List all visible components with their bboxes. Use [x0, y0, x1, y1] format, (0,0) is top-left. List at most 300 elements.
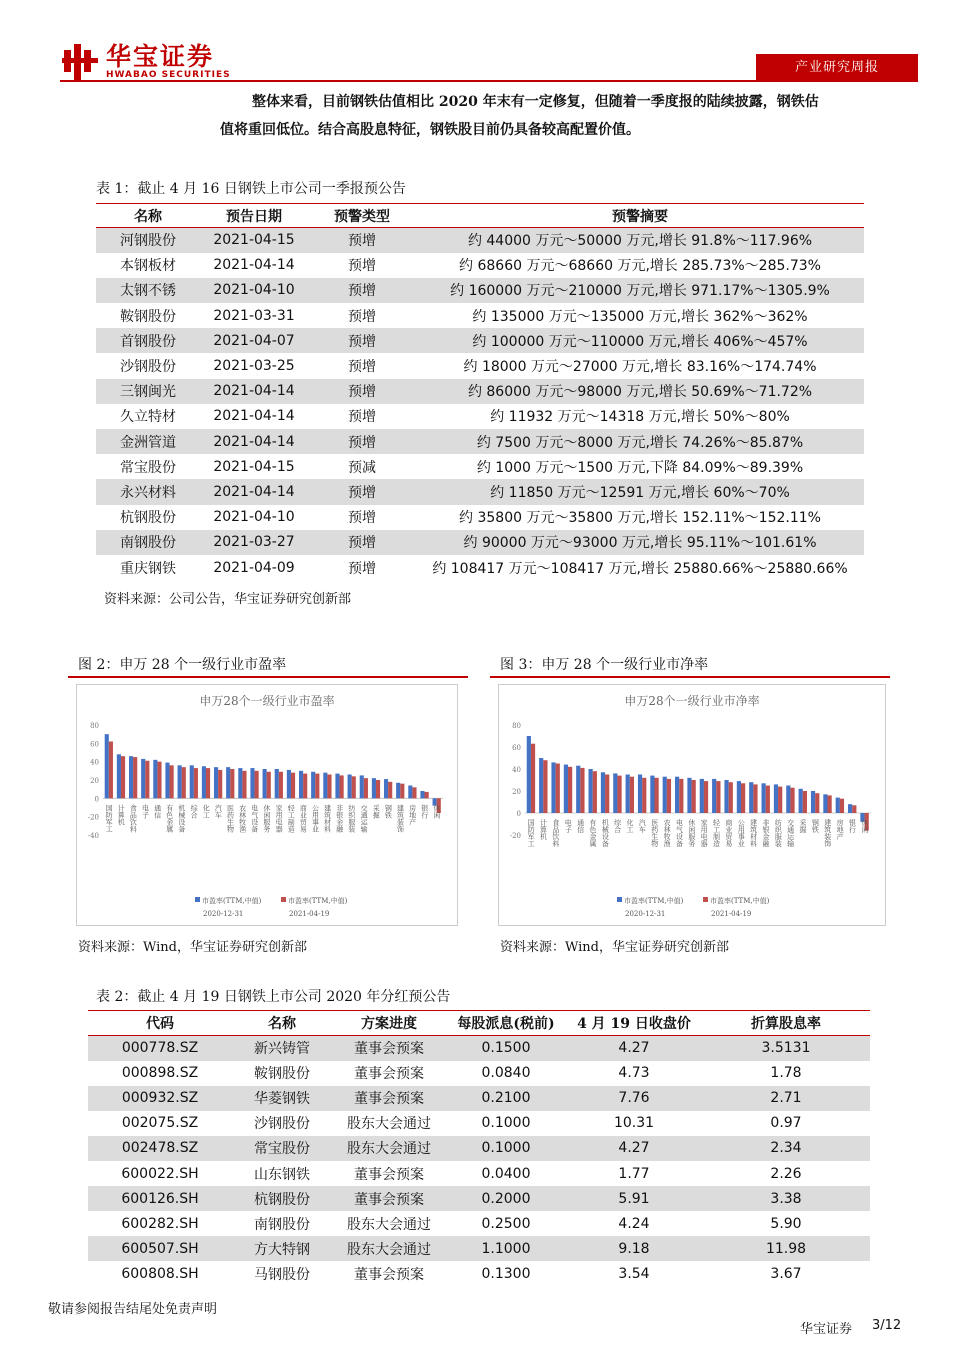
x-tick-label: 国防军工 [105, 804, 114, 833]
table-cell: 2021-04-14 [213, 257, 295, 274]
bar [267, 772, 271, 799]
table1 [96, 203, 864, 580]
table-cell: 股东大会通过 [332, 1136, 446, 1161]
table-cell: 预增 [308, 328, 416, 353]
x-tick-label: 计算机 [539, 819, 548, 840]
bar [242, 771, 246, 799]
x-tick-label: 机械设备 [601, 819, 610, 847]
bar [323, 773, 327, 799]
table-cell: 预增 [348, 560, 376, 577]
table-cell: 沙钢股份 [120, 359, 176, 376]
logo-mark-icon [62, 44, 100, 80]
intro-line-1: 整体来看，目前钢铁估值相比 2020 年末有一定修复，但随着一季度报的陆续披露，钢铁估 [252, 94, 819, 110]
table-cell: 约 160000 万元～210000 万元,增长 971.17%～1305.9% [416, 278, 864, 303]
table-row [96, 228, 864, 253]
bar [630, 777, 634, 813]
y-tick-label: 80 [90, 722, 99, 730]
bar [153, 760, 157, 799]
x-tick-label: 医药生物 [650, 819, 659, 847]
table-row [88, 1261, 870, 1286]
footer-brand: 华宝证券 [800, 1322, 853, 1337]
table-cell: 股东大会通过 [332, 1236, 446, 1261]
bar [218, 770, 222, 798]
x-tick-label: 建筑材料 [749, 819, 758, 847]
x-tick-label: 商业贸易 [299, 804, 308, 833]
bar [117, 754, 121, 798]
pb-chart-svg [499, 685, 885, 925]
table2-body [88, 1036, 870, 1287]
bar [121, 756, 125, 798]
x-tick-label: 交通运输 [360, 804, 369, 833]
bar [663, 777, 667, 813]
legend-label: 市盈率(TTM,中值) [710, 897, 770, 905]
x-tick-label: 轻工制造 [287, 804, 296, 833]
bar [589, 769, 593, 813]
bar [531, 744, 535, 813]
bar [340, 775, 344, 798]
table1-header-cell: 预告日期 [200, 204, 308, 228]
bar [803, 791, 807, 813]
header-divider [60, 80, 918, 82]
table-row [88, 1111, 870, 1136]
bar [352, 776, 356, 798]
x-tick-label: 休闲 [432, 804, 441, 819]
table-cell: 太钢不锈 [96, 278, 200, 303]
table-cell: 000898.SZ [121, 1065, 199, 1082]
table-row [96, 454, 864, 479]
bar [170, 765, 174, 798]
bar [238, 768, 242, 798]
table-cell: 0.1500 [446, 1036, 566, 1061]
logo-text-cn: 华宝证券 [106, 42, 215, 71]
bar [580, 768, 584, 813]
bar [576, 766, 580, 813]
table-cell: 0.2000 [446, 1186, 566, 1211]
bar [655, 778, 659, 813]
x-tick-label: 银行 [420, 804, 429, 819]
table-row [96, 505, 864, 530]
legend-label: 市盈率(TTM,中值) [624, 897, 684, 905]
table-cell: 0.2500 [481, 1215, 531, 1232]
bar [626, 775, 630, 814]
bar [762, 783, 766, 813]
x-tick-label: 化工 [626, 819, 635, 833]
bar [617, 776, 621, 813]
table-cell: 永兴材料 [96, 479, 200, 504]
page-number: 3/12 [872, 1318, 902, 1333]
y-tick-label: 0 [94, 795, 99, 804]
table-cell: 常宝股份 [120, 459, 176, 476]
table-cell: 董事会预案 [354, 1166, 424, 1183]
x-tick-label: 有色金属 [165, 804, 174, 833]
bar [279, 772, 283, 799]
table-cell: 5.90 [770, 1215, 802, 1232]
bar [840, 799, 844, 813]
bar [182, 767, 186, 798]
table-cell: 10.31 [613, 1115, 655, 1132]
table-row [96, 479, 864, 504]
table-cell: 4.27 [566, 1036, 702, 1061]
x-tick-label: 钢铁 [384, 804, 393, 819]
table2 [88, 1010, 870, 1286]
bar [420, 791, 424, 798]
fig2-rule [68, 676, 468, 678]
bar [364, 778, 368, 798]
table-cell: 华菱钢铁 [232, 1086, 332, 1111]
x-tick-label: 钢铁 [811, 819, 820, 833]
bar [737, 781, 741, 813]
table-cell: 0.1000 [446, 1136, 566, 1161]
table-cell: 董事会预案 [332, 1036, 446, 1061]
table-cell: 预减 [348, 459, 376, 476]
bar [778, 787, 782, 813]
table-row [96, 530, 864, 555]
x-tick-label: 通信 [576, 819, 585, 833]
table-cell: 2021-04-14 [200, 479, 308, 504]
bar [412, 787, 416, 798]
chart-title: 申万28个一级行业市盈率 [199, 694, 335, 708]
page-header [0, 0, 960, 90]
logo-text-en: HWABAO SECURITIES [106, 70, 231, 80]
table-cell: 2021-04-14 [200, 379, 308, 404]
bar [291, 773, 295, 799]
table-cell: 2021-04-15 [213, 458, 295, 475]
table-cell: 约 100000 万元～110000 万元,增长 406%～457% [416, 328, 864, 353]
bar [275, 769, 279, 798]
table-row [96, 404, 864, 429]
bar [741, 783, 745, 813]
bar [165, 763, 169, 799]
table-cell: 600126.SH [88, 1186, 232, 1211]
bar [287, 770, 291, 798]
table2-header-cell: 代码 [88, 1011, 232, 1036]
legend-swatch [617, 897, 622, 902]
bar [811, 791, 815, 813]
table-row [96, 278, 864, 303]
table-cell: 金洲管道 [96, 429, 200, 454]
table-cell: 约 86000 万元～98000 万元,增长 50.69%～71.72% [416, 379, 864, 404]
table-cell: 7.76 [566, 1086, 702, 1111]
table-cell: 董事会预案 [332, 1086, 446, 1111]
table-cell: 约 108417 万元～108417 万元,增长 25880.66%～25880.66% [432, 560, 848, 577]
table-cell: 2021-04-14 [200, 429, 308, 454]
table1-caption: 表 1：截止 4 月 16 日钢铁上市公司一季报预公告 [96, 181, 406, 197]
bar [408, 786, 412, 799]
x-tick-label: 通信 [153, 804, 162, 819]
table-row [88, 1086, 870, 1111]
x-tick-label: 轻工制造 [712, 819, 721, 847]
table-row [96, 328, 864, 353]
table-cell: 1.78 [770, 1065, 802, 1082]
company-logo [62, 44, 231, 80]
bar [828, 795, 832, 813]
table-cell: 鞍钢股份 [120, 308, 176, 325]
table-cell: 2021-04-09 [213, 559, 295, 576]
x-tick-label: 电气设备 [250, 804, 259, 833]
table-cell: 约 35800 万元～35800 万元,增长 152.11%～152.11% [459, 510, 821, 527]
table-row [96, 303, 864, 328]
x-tick-label: 非银金融 [335, 804, 344, 833]
bar [790, 788, 794, 813]
x-tick-label: 银行 [848, 819, 857, 833]
table-row [96, 555, 864, 580]
legend-swatch [195, 897, 200, 902]
x-tick-label: 休闲 [860, 819, 869, 833]
x-tick-label: 食品饮料 [551, 819, 560, 847]
bar [724, 780, 728, 813]
table2-header-cell: 每股派息(税前) [446, 1011, 566, 1036]
y-tick-label: 40 [512, 766, 521, 774]
bar [700, 779, 704, 813]
table2-header-row [88, 1011, 870, 1036]
table-row [96, 429, 864, 454]
x-tick-label: 综合 [613, 819, 622, 833]
table-cell: 2021-04-15 [200, 228, 308, 253]
table-cell: 2021-04-10 [200, 278, 308, 303]
bar [601, 772, 605, 813]
x-tick-label: 建筑装饰 [823, 819, 832, 847]
footer-disclaimer: 敬请参阅报告结尾处免责声明 [48, 1302, 218, 1317]
table-cell: 2021-03-25 [213, 358, 295, 375]
x-tick-label: 电子 [564, 819, 573, 833]
bar [642, 778, 646, 813]
table-cell: 久立特材 [120, 409, 176, 426]
table-row [96, 253, 864, 278]
bar [704, 781, 708, 813]
bar [311, 772, 315, 799]
table-cell: 600022.SH [121, 1165, 199, 1182]
table2-header-cell: 名称 [232, 1011, 332, 1036]
bar [299, 771, 303, 799]
table-cell: 3.5131 [702, 1036, 870, 1061]
bar [556, 764, 560, 814]
table-row [88, 1136, 870, 1161]
x-tick-label: 综合 [190, 804, 199, 819]
x-tick-label: 纺织服装 [774, 819, 783, 847]
table-cell: 约 11850 万元～12591 万元,增长 60%～70% [416, 479, 864, 504]
y-tick-label: 60 [512, 744, 521, 752]
x-tick-label: 商业贸易 [724, 819, 733, 847]
bar [539, 758, 543, 813]
bar [766, 786, 770, 814]
bar [568, 767, 572, 813]
bar [250, 768, 254, 798]
x-tick-label: 化工 [202, 804, 211, 819]
table-cell: 南钢股份 [254, 1216, 310, 1233]
table-cell: 约 7500 万元～8000 万元,增长 74.26%～85.87% [416, 429, 864, 454]
bar [774, 784, 778, 813]
table-cell: 1.77 [618, 1165, 650, 1182]
table-cell: 4.24 [618, 1215, 650, 1232]
table-cell: 0.0840 [481, 1065, 531, 1082]
bar [360, 775, 364, 798]
table-cell: 000932.SZ [88, 1086, 232, 1111]
x-tick-label: 汽车 [638, 819, 647, 833]
table-cell: 预增 [308, 278, 416, 303]
table-cell: 0.1300 [481, 1265, 531, 1282]
table-cell: 杭钢股份 [232, 1186, 332, 1211]
table-cell: 600808.SH [121, 1265, 199, 1282]
table-cell: 首钢股份 [96, 328, 200, 353]
table-row [88, 1036, 870, 1061]
table-cell: 约 68660 万元～68660 万元,增长 285.73%～285.73% [459, 258, 821, 275]
table-cell: 董事会预案 [354, 1266, 424, 1283]
bar [400, 784, 404, 799]
bar [157, 762, 161, 799]
bar [729, 782, 733, 813]
table-cell: 2.26 [770, 1165, 802, 1182]
bar [836, 798, 840, 813]
table-cell: 2021-03-31 [213, 307, 295, 324]
bar [384, 779, 388, 798]
y-tick-label: 0 [516, 810, 521, 818]
x-tick-label: 非银金融 [761, 819, 770, 847]
table-cell: 2021-04-10 [213, 509, 295, 526]
table-row [88, 1211, 870, 1236]
bar [263, 769, 267, 798]
x-tick-label: 公用事业 [311, 804, 320, 833]
table-cell: 股东大会通过 [347, 1216, 431, 1233]
x-tick-label: 家用电器 [700, 819, 709, 847]
x-tick-label: 食品饮料 [129, 804, 138, 833]
x-tick-label: 汽车 [214, 804, 223, 819]
x-tick-label: 公用事业 [737, 819, 746, 847]
y-tick-label: 20 [512, 788, 521, 796]
table-cell: 2021-04-07 [200, 328, 308, 353]
y-tick-label: 40 [90, 758, 99, 767]
fig3-chart [498, 684, 886, 926]
bar [823, 794, 827, 813]
legend-label: 市盈率(TTM,中值) [202, 897, 262, 905]
fig2-caption: 图 2：申万 28 个一级行业市盈率 [78, 657, 287, 673]
bar [348, 775, 352, 799]
table-cell: 002478.SZ [88, 1136, 232, 1161]
table-cell: 0.2100 [446, 1086, 566, 1111]
x-tick-label: 家用电器 [275, 804, 284, 833]
table-cell: 董事会预案 [332, 1186, 446, 1211]
chart-title: 申万28个一级行业市净率 [624, 694, 760, 708]
bar [527, 736, 531, 813]
table-cell: 002075.SZ [121, 1115, 199, 1132]
table-row [96, 379, 864, 404]
bar [396, 783, 400, 799]
table-cell: 0.1000 [481, 1115, 531, 1132]
x-tick-label: 纺织服装 [347, 804, 356, 833]
bar [687, 778, 691, 813]
bar [551, 762, 555, 813]
table-cell: 1.1000 [446, 1236, 566, 1261]
bar [605, 775, 609, 814]
x-tick-label: 机械设备 [177, 804, 186, 833]
bar [129, 756, 133, 798]
table-cell: 4.27 [566, 1136, 702, 1161]
x-tick-label: 房地产 [408, 804, 417, 826]
bar [543, 760, 547, 813]
bar [133, 757, 137, 798]
table-cell: 方大特钢 [232, 1236, 332, 1261]
table-cell: 9.18 [566, 1236, 702, 1261]
table-cell: 预增 [308, 530, 416, 555]
bar [425, 792, 429, 798]
table-cell: 预增 [348, 409, 376, 426]
table-cell: 5.91 [566, 1186, 702, 1211]
table-cell: 0.97 [770, 1115, 802, 1132]
table-cell: 约 90000 万元～93000 万元,增长 95.11%～101.61% [416, 530, 864, 555]
table-cell: 预增 [348, 308, 376, 325]
table-cell: 股东大会通过 [347, 1116, 431, 1133]
table-cell: 三钢闽光 [96, 379, 200, 404]
y-tick-label: 80 [512, 722, 521, 730]
fig2-source: 资料来源：Wind，华宝证券研究创新部 [78, 940, 307, 955]
table-cell: 预增 [348, 510, 376, 527]
y-tick-label: 60 [90, 740, 99, 749]
bar [178, 765, 182, 798]
x-tick-label: 建筑材料 [323, 804, 332, 833]
table-row [88, 1161, 870, 1186]
fig3-source: 资料来源：Wind，华宝证券研究创新部 [500, 940, 729, 955]
bar [372, 778, 376, 798]
intro-paragraph [220, 88, 920, 144]
bar [716, 781, 720, 813]
table-cell: 预增 [308, 429, 416, 454]
table-cell: 约 135000 万元～135000 万元,增长 362%～362% [472, 308, 808, 325]
table-cell: 2.71 [702, 1086, 870, 1111]
bar [303, 774, 307, 799]
table1-header-cell: 名称 [96, 204, 200, 228]
table-cell: 预增 [348, 359, 376, 376]
table-cell: 常宝股份 [232, 1136, 332, 1161]
table-cell: 董事会预案 [354, 1066, 424, 1083]
table2-header-cell: 方案进度 [332, 1011, 446, 1036]
y-tick-label: -40 [87, 832, 99, 840]
table1-header-cell: 预警类型 [308, 204, 416, 228]
bar [692, 780, 696, 813]
table-cell: 预增 [348, 258, 376, 275]
x-tick-label: 国防军工 [527, 819, 536, 847]
bar [230, 769, 234, 798]
table-cell: 鞍钢股份 [254, 1066, 310, 1083]
bar [848, 804, 852, 813]
bar [564, 765, 568, 813]
legend-sublabel: 2021-04-19 [711, 910, 752, 918]
table-cell: 本钢板材 [120, 258, 176, 275]
table-cell: 预增 [308, 479, 416, 504]
bar [388, 782, 392, 799]
table1-source: 资料来源：公司公告，华宝证券研究创新部 [104, 592, 352, 607]
table-cell: 约 11932 万元～14318 万元,增长 50%～80% [490, 409, 790, 426]
pe-chart-svg [77, 685, 457, 925]
bar [194, 768, 198, 798]
legend-sublabel: 2020-12-31 [203, 910, 244, 918]
bar [206, 768, 210, 798]
table-cell: 新兴铸管 [232, 1036, 332, 1061]
x-tick-label: 建筑装饰 [396, 804, 405, 833]
fig3-caption: 图 3：申万 28 个一级行业市净率 [500, 657, 709, 673]
fig3-rule [490, 676, 890, 678]
x-tick-label: 采掘 [372, 804, 381, 819]
bar [109, 742, 113, 799]
table1-body [96, 228, 864, 581]
table-cell: 约 1000 万元～1500 万元,下降 84.09%～89.39% [476, 459, 804, 476]
bar [315, 774, 319, 799]
legend-swatch [281, 897, 286, 902]
table-cell: 杭钢股份 [120, 510, 176, 527]
bar [190, 765, 194, 798]
bar [815, 793, 819, 813]
table-cell: 3.38 [702, 1186, 870, 1211]
table2-header-cell: 4 月 19 日收盘价 [566, 1011, 702, 1036]
table-cell: 马钢股份 [254, 1266, 310, 1283]
